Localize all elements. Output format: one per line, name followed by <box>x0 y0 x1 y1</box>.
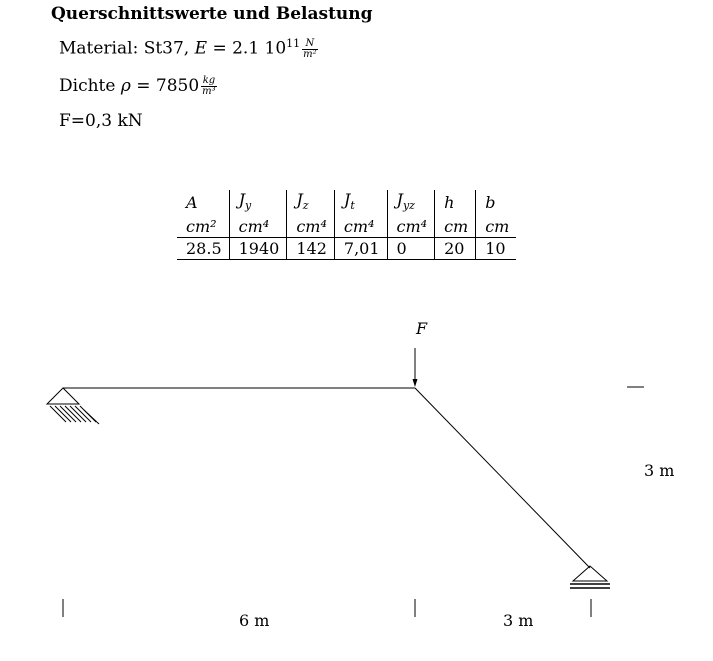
header-Jy: $J_y$ <box>229 190 287 216</box>
e-unit-denominator: m² <box>303 48 317 60</box>
force-label: F <box>416 319 428 338</box>
material-label: Material: St37, <box>59 38 195 59</box>
header-h: h <box>435 190 476 216</box>
e-symbol: E <box>194 38 208 59</box>
header-b: b <box>476 190 517 216</box>
density-value: = 7850 <box>130 76 200 96</box>
left-span-label: 6 m <box>239 611 270 630</box>
header-Jt: $J_t$ <box>334 190 387 216</box>
right-span-label: 3 m <box>503 611 534 630</box>
unit-cell: cm⁴ <box>334 216 387 238</box>
value-cell: 142 <box>287 238 335 260</box>
roller-support-icon <box>570 566 610 588</box>
unit-cell: cm⁴ <box>229 216 287 238</box>
unit-cell: cm <box>435 216 476 238</box>
density-unit-numerator: kg <box>202 75 216 86</box>
fixed-support-icon <box>47 388 99 424</box>
density-unit-denominator: m³ <box>202 86 216 97</box>
header-A: A <box>186 193 198 213</box>
header-Jz: $J_z$ <box>287 190 335 216</box>
density-symbol: ρ <box>120 76 131 96</box>
height-dimension-label: 3 m <box>644 461 675 480</box>
value-cell: 20 <box>435 238 476 260</box>
value-cell: 28.5 <box>177 238 229 260</box>
unit-cell: cm⁴ <box>287 216 335 238</box>
e-value: = 2.1 10 <box>207 38 287 59</box>
value-cell: 10 <box>476 238 517 260</box>
value-cell: 0 <box>387 238 435 260</box>
inclined-beam <box>415 388 590 568</box>
unit-cell: cm⁴ <box>387 216 435 238</box>
e-exponent: 11 <box>286 37 301 50</box>
e-unit-numerator: N <box>302 39 318 50</box>
value-cell: 1940 <box>229 238 287 260</box>
force-arrow-icon <box>413 348 418 387</box>
unit-cell: cm² <box>186 216 217 236</box>
unit-cell: cm <box>476 216 517 238</box>
header-Jyz: $J_{yz}$ <box>387 190 435 216</box>
density-label: Dichte <box>59 76 121 96</box>
value-cell: 7,01 <box>334 238 387 260</box>
section-title: Querschnittswerte und Belastung <box>51 4 373 24</box>
force-line: F=0,3 kN <box>59 111 143 131</box>
